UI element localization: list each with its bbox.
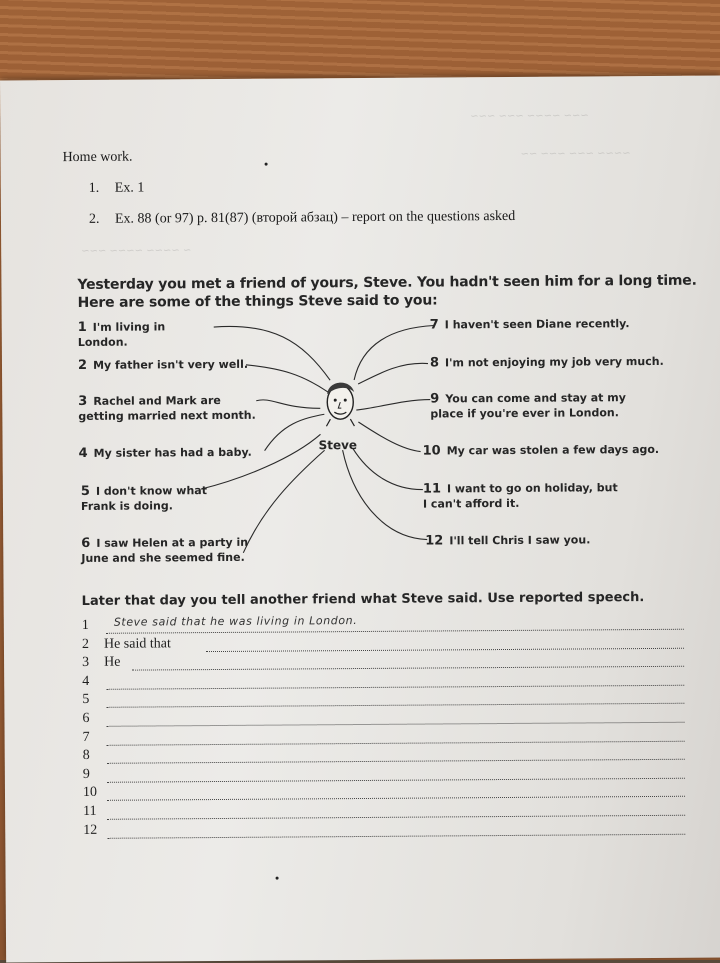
handwritten-answer: Steve said that he was living in London. [113,614,358,629]
connector-line [343,450,428,541]
connector-line [264,414,324,450]
homework-item-2-text: Ex. 88 (or 97) p. 81(87) (второй абзац) – report on the questions asked [114,208,516,227]
statement-5 [81,483,211,514]
answer-line-prompt: He [104,654,121,670]
statement-number: 9 [430,391,440,407]
statement-number: 11 [422,481,442,497]
answer-line-number: 3 [82,655,90,671]
bleed-through-text: ~~~ ~~~~ ~~~ ~~~ [470,110,589,123]
statement-6 [81,535,257,566]
statement-10 [423,442,683,459]
answer-line-number: 7 [82,729,90,745]
answer-writing-line[interactable] [107,833,685,838]
connector-line [354,325,434,380]
statement-number: 4 [78,445,88,461]
statement-4 [79,445,269,461]
exercise-intro: Yesterday you met a friend of yours, Steve. You hadn't seen him for a long time. Here are some of the things Steve said to you: [77,272,697,311]
answer-line[interactable] [83,818,685,840]
statement-text: I saw Helen at a party in June and she seemed fine. [81,535,249,565]
statement-text: You can come and stay at my place if you're ever in London. [430,391,626,421]
statement-number: 12 [425,533,444,549]
statement-number: 8 [429,355,440,371]
statement-number: 7 [429,317,439,333]
statement-text: I haven't seen Diane recently. [444,317,630,332]
statement-text: I'm living in London. [77,320,166,349]
statement-text: Rachel and Mark are getting married next month. [78,393,256,423]
worksheet-paper [0,75,720,962]
answer-line-number: 4 [82,673,90,689]
statement-number: 6 [81,535,91,551]
statement-7 [430,316,680,333]
answer-line-number: 9 [82,766,90,782]
bleed-through-text: ~ ~~~~ ~~~~ ~~~ [81,245,192,257]
statement-number: 5 [80,483,90,499]
statement-text: I don't know what Frank is doing. [80,484,207,513]
statement-text: I'll tell Chris I saw you. [449,533,591,548]
connector-line [353,448,423,490]
bleed-through-text: ~~~~ ~~~ ~~~ ~~ [520,148,631,160]
connector-line [356,400,430,411]
homework-item-1-text: Ex. 1 [114,180,145,196]
statement-text: My sister has had a baby. [93,445,252,460]
statement-number: 1 [77,319,87,335]
connector-line [214,326,330,381]
homework-item-1-number: 1. [88,180,100,196]
answer-line-number: 10 [82,785,98,801]
statement-text: My car was stolen a few days ago. [446,442,660,458]
statement-2 [78,357,258,373]
statement-text: My father isn't very well. [93,357,249,372]
statement-number: 2 [77,357,88,373]
connector-line [256,399,320,408]
statement-3 [78,393,258,424]
statement-9 [430,390,654,422]
answer-line-number: 11 [83,803,97,819]
homework-item-2-number: 2. [88,211,100,227]
reported-speech-instruction: Later that day you tell another friend what Steve said. Use reported speech. [81,590,645,609]
connector-line [358,363,428,384]
answer-line-number: 6 [82,710,90,726]
statement-number: 3 [78,393,88,409]
statement-11 [423,480,623,511]
statement-text: I want to go on holiday, but I can't afford it. [422,481,618,511]
steve-face-icon [326,382,354,426]
statement-8 [430,354,690,371]
connector-line [200,434,320,489]
answer-line-prompt: He said that [103,635,171,652]
connector-line [358,422,420,452]
statement-1 [78,319,218,350]
answer-line-number: 5 [82,692,90,708]
character-name: Steve [318,438,358,453]
answer-line-number: 8 [82,748,90,764]
statement-text: I'm not enjoying my job very much. [444,354,664,370]
ink-speck [276,877,279,880]
statement-number: 10 [422,443,441,459]
statement-12 [425,532,645,549]
homework-title: Home work. [62,149,133,166]
answer-line-number: 12 [83,822,98,838]
connector-line [246,364,328,393]
answer-line-number: 2 [81,636,89,652]
answer-line-number: 1 [81,617,89,633]
